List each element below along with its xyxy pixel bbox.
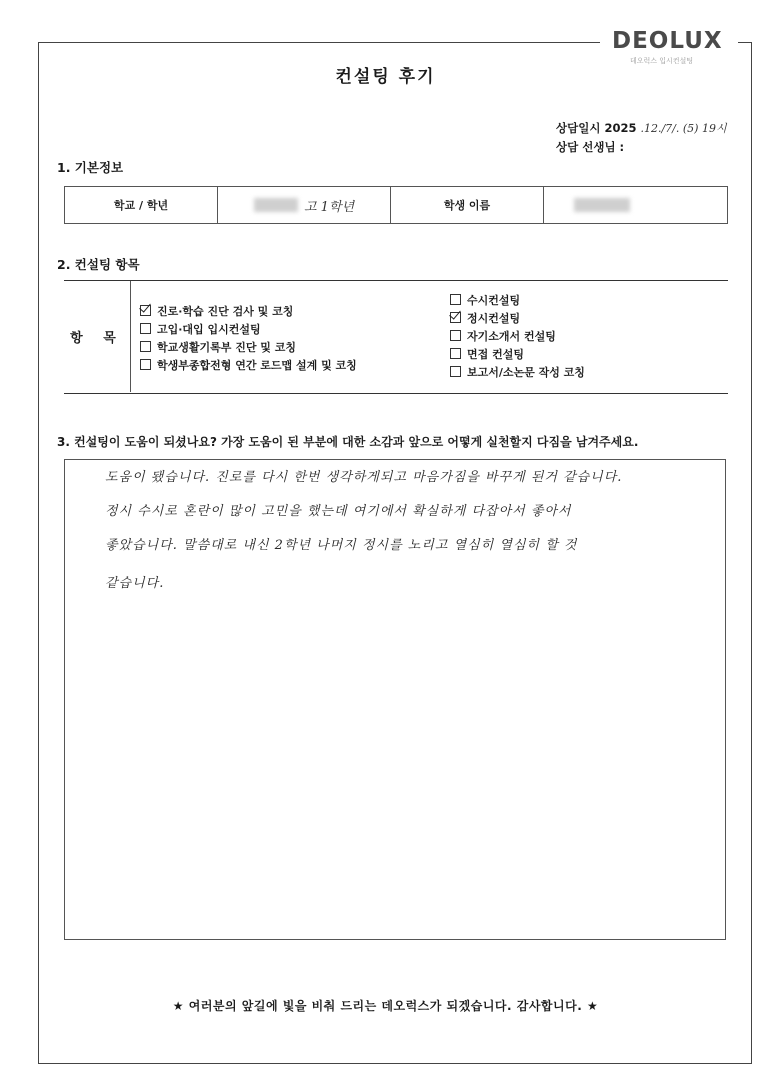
checkbox-icon[interactable] bbox=[140, 359, 151, 370]
items-row-header: 항 목 bbox=[64, 281, 131, 392]
school-grade-value bbox=[218, 187, 391, 224]
checkbox-icon[interactable] bbox=[140, 341, 151, 352]
redacted-school bbox=[254, 198, 298, 212]
item-school-record[interactable]: 학교생활기록부 진단 및 코칭 bbox=[140, 339, 296, 355]
checkbox-icon[interactable] bbox=[450, 294, 461, 305]
feedback-answer-box[interactable] bbox=[64, 459, 726, 940]
checkbox-icon[interactable] bbox=[140, 323, 151, 334]
item-roadmap[interactable]: 학생부종합전형 연간 로드맵 설계 및 코칭 bbox=[140, 357, 357, 373]
item-jeongsi[interactable]: 정시컨설팅 bbox=[450, 310, 520, 326]
answer-line: 좋았습니다. 말씀대로 내신 2학년 나머지 정시를 노리고 열심히 열심히 할 것 bbox=[105, 538, 578, 553]
page-title: 컨설팅 후기 bbox=[335, 67, 436, 87]
consult-date bbox=[556, 120, 727, 136]
consult-date-label: 상담일시 2025 bbox=[556, 121, 637, 135]
item-susi[interactable]: 수시컨설팅 bbox=[450, 292, 520, 308]
brand-logo: DEOLUX bbox=[612, 28, 723, 54]
school-grade-text: 고 1학년 bbox=[303, 199, 355, 215]
answer-line: 같습니다. bbox=[105, 576, 165, 591]
consult-teacher bbox=[556, 139, 624, 155]
checkbox-checked-icon[interactable] bbox=[140, 305, 151, 316]
basic-info-table bbox=[64, 186, 728, 224]
school-grade-label: 학교 / 학년 bbox=[65, 187, 218, 224]
consulting-items-box bbox=[64, 280, 728, 394]
checkbox-icon[interactable] bbox=[450, 366, 461, 377]
item-report[interactable]: 보고서/소논문 작성 코칭 bbox=[450, 364, 585, 380]
section-items-heading: 2. 컨설팅 항목 bbox=[57, 257, 140, 272]
checkbox-icon[interactable] bbox=[450, 348, 461, 359]
teacher-label: 상담 선생님 : bbox=[556, 140, 625, 154]
item-career-diagnosis[interactable]: 진로·학습 진단 검사 및 코칭 bbox=[140, 303, 293, 319]
section-basic-info-heading: 1. 기본정보 bbox=[57, 160, 124, 175]
item-interview[interactable]: 면접 컨설팅 bbox=[450, 346, 524, 362]
feedback-question: 3. 컨설팅이 도움이 되셨나요? 가장 도움이 된 부분에 대한 소감과 앞으로 어떻게 실천할지 다짐을 남겨주세요. bbox=[57, 435, 639, 449]
footer-message: ★ 여러분의 앞길에 빛을 비춰 드리는 데오럭스가 되겠습니다. 감사합니다. ★ bbox=[172, 999, 599, 1013]
checkbox-icon[interactable] bbox=[450, 330, 461, 341]
item-admission-consulting[interactable]: 고입·대입 입시컨설팅 bbox=[140, 321, 261, 337]
answer-line: 정시 수시로 혼란이 많이 고민을 했는데 여기에서 확실하게 다잡아서 좋아서 bbox=[105, 504, 572, 519]
student-name-label: 학생 이름 bbox=[391, 187, 544, 224]
answer-line: 도움이 됐습니다. 진로를 다시 한번 생각하게되고 마음가짐을 바꾸게 된거 같습니다. bbox=[105, 470, 623, 485]
redacted-student-name bbox=[574, 198, 630, 212]
checkbox-checked-icon[interactable] bbox=[450, 312, 461, 323]
brand-logo-subtitle: 데오럭스 입시컨설팅 bbox=[630, 57, 694, 65]
item-self-intro[interactable]: 자기소개서 컨설팅 bbox=[450, 328, 556, 344]
student-name-value bbox=[544, 187, 728, 224]
consult-date-value: .12./7/. (5) 19시 bbox=[640, 122, 727, 135]
